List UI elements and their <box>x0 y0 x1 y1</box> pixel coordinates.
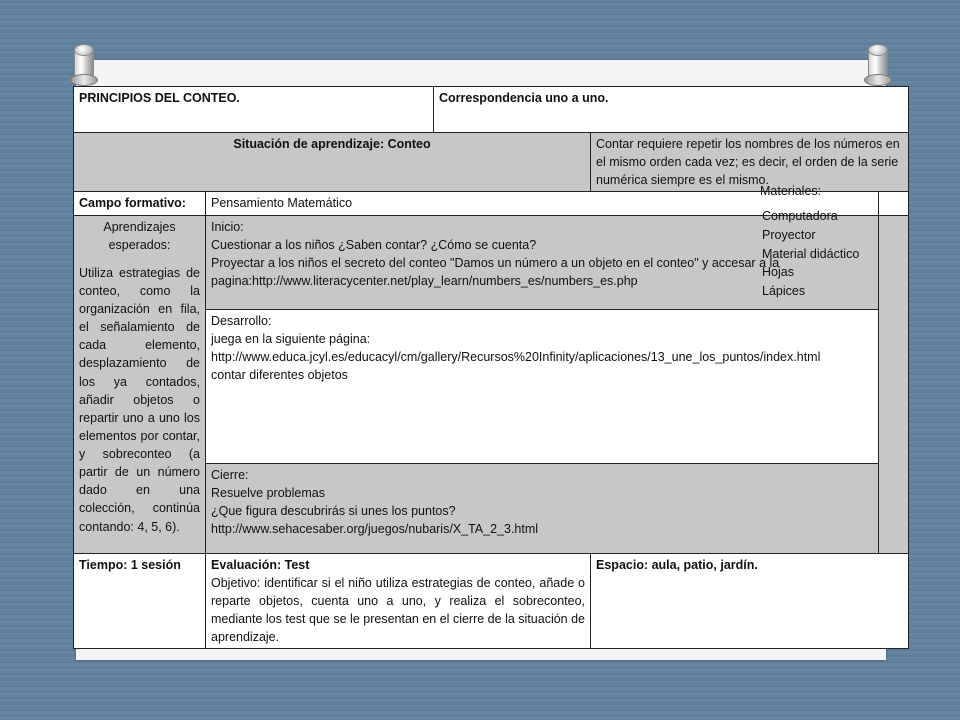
inicio-line-2: Proyectar a los niños el secreto del conteo "Damos un número a un objeto en el conteo" y accesar a la pagina:http://www.literacycenter.net/play_learn/numbers_es/numbers_es.php <box>211 255 780 288</box>
situation-label: Situación de aprendizaje: Conteo <box>74 133 591 192</box>
desarrollo-link: http://www.educa.jcyl.es/educacyl/cm/gallery/Recursos%20Infinity/aplicaciones/13_une_los_puntos/index.html <box>211 349 821 364</box>
thumbtack-icon <box>70 44 96 84</box>
materials-header <box>760 184 880 198</box>
material-item: Computadora <box>762 209 838 223</box>
desarrollo-cell <box>206 309 879 463</box>
cierre-line-2: ¿Que figura descubrirás si unes los puntos? <box>211 503 456 518</box>
evaluation-title: Evaluación: Test <box>211 557 310 572</box>
materials-list-cell <box>879 215 909 553</box>
field-label: Campo formativo: <box>74 192 206 215</box>
desarrollo-line-1: juega en la siguiente página: <box>211 331 371 346</box>
space-cell: Espacio: aula, patio, jardín. <box>591 553 909 649</box>
situation-description: Contar requiere repetir los nombres de los números en el mismo orden cada vez; es decir, el orden de la serie numérica siempre es el mismo. <box>591 133 909 192</box>
principles-label: PRINCIPIOS DEL CONTEO. <box>74 87 434 133</box>
evaluation-text: Objetivo: identificar si el niño utiliza estrategias de conteo, añade o reparte objetos, cuenta uno a uno, y realiza el sobreconteo, mediante los test que se le presentan en el cierre de la situación de aprendizaje. <box>211 575 586 644</box>
lesson-plan-table <box>73 86 909 649</box>
field-value: Pensamiento Matemático <box>206 192 879 215</box>
desarrollo-title: Desarrollo: <box>211 313 272 328</box>
inicio-line-1: Cuestionar a los niños ¿Saben contar? ¿Cómo se cuenta? <box>211 237 537 252</box>
cierre-link: http://www.sehacesaber.org/juegos/nubaris/X_TA_2_3.html <box>211 521 539 536</box>
desarrollo-line-3: contar diferentes objetos <box>211 367 348 382</box>
cierre-cell <box>206 463 879 553</box>
thumbtack-icon <box>864 44 890 84</box>
expected-title: Aprendizajes esperados: <box>103 219 176 252</box>
expected-learning-cell <box>74 215 206 553</box>
material-item: Hojas <box>762 265 794 280</box>
inicio-title: Inicio: <box>211 219 244 234</box>
principle-value: Correspondencia uno a uno. <box>434 87 909 133</box>
expected-text: Utiliza estrategias de conteo, como la organización en fila, el señalamiento de cada elemento, desplazamiento de los ya contados, añadir objetos o repartir uno a uno los elementos por contar, y sobreconteo (a partir de un número dado en una colección, continúa contando: 4, 5, 6). <box>79 265 200 534</box>
material-item: Lápices <box>762 284 806 298</box>
materials-label-text: Materiales: <box>760 184 822 198</box>
time-cell: Tiempo: 1 sesión <box>74 553 206 649</box>
materials-list <box>762 207 878 301</box>
materials-label <box>879 192 909 215</box>
evaluation-cell <box>206 553 591 649</box>
cierre-title: Cierre: <box>211 467 249 482</box>
cierre-line-1: Resuelve problemas <box>211 485 325 500</box>
material-item: Material didáctico <box>762 246 860 261</box>
material-item: Proyector <box>762 227 816 242</box>
